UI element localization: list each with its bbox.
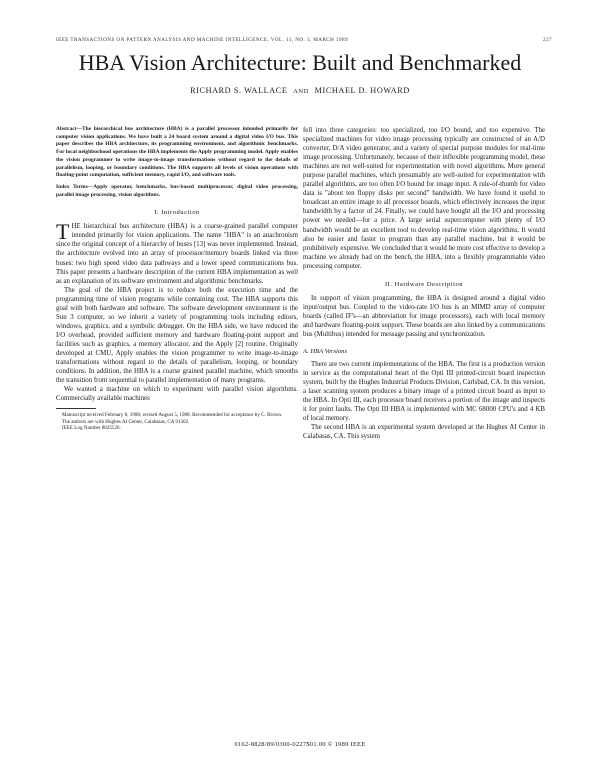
subsection-heading-hba-versions: A. HBA Versions — [303, 347, 348, 355]
footnote-log-number: IEEE Log Number 8825526. — [62, 425, 121, 432]
section-heading-hardware: II. Hardware Description — [384, 280, 464, 288]
right-column — [303, 126, 545, 441]
journal-header: IEEE TRANSACTIONS ON PATTERN ANALYSIS AND MACHINE INTELLIGENCE, VOL. 11, NO. 3, MARCH 1989 — [56, 37, 348, 43]
author-conjunction: AND — [293, 88, 309, 95]
paper-title: HBA Vision Architecture: Built and Benchmarked — [78, 50, 522, 75]
intro-paragraph-1-text: HE hierarchical bus architecture (HBA) is a coarse-grained parallel computer intended primarily for vision applications. The name "HBA" is an anachronism since the original concept of a hierarchy of buses [13] was never implemented. Instead, the architecture evolved into an array of processor/memory boards linked via three buses: two high speed video data pathways and a lower speed communications bus. This paper presents a hardware description of the current HBA implementation as well as an explanation of its software environment and algorithmic benchmarks. — [56, 223, 298, 285]
author-line — [0, 86, 600, 95]
running-head — [56, 37, 552, 43]
section-heading-introduction: I. Introduction — [154, 209, 200, 217]
versions-paragraph-1: There are two current implementations of the HBA. The first is a production version in service as the computational heart of the Opti III printed-circuit board inspection system, built by the Hughes Industrial Products Division, Carlsbad, CA. In this version, a laser scanning system produces a binary image of a printed circuit board as input to the HBA. In Opti III, each processor board receives a portion of the image and inspects it for point faults. The Opti III HBA is implemented with MC 68000 CPU's and 4 KB of local memory. — [303, 360, 545, 423]
versions-paragraph-2: The second HBA is an experimental system developed at the Hughes AI Center in Calabasas, CA. This system — [303, 424, 545, 441]
intro-continued-paragraph: fell into three categories: too specialized, too I/O bound, and too expensive. The specialized machines for video image processing typically are constructed of an A/D converter, D/A video generator, and a variety of special purpose modules for real-time image processing. Unfortunately, because of their inflexible programming model, these machines are not well-suited for experimentation with novel algorithms. More general purpose parallel machines, which presumably are well-suited for experimentation with parallel algorithms, are too often I/O bound for image input. A rule-of-thumb for video data is "about ten floppy disks per second" bandwidth. We have found it useful to broadcast an entire image to all processor boards, which effectively increases the input bandwidth by a factor of 24. Finally, we could have bought all the I/O and processing power we needed—for a price. A large serial supercomputer with plenty of I/O bandwidth would be an excellent tool to develop real-time vision algorithms. It would also be easier and faster to program than any parallel machine, but it would be prohibitively expensive. We concluded that it would be more cost effective to develop a machine we already had on the bench, the HBA, into a flexibly programmable video processing computer. — [303, 127, 545, 270]
left-column — [56, 126, 298, 432]
intro-paragraph-1 — [56, 219, 298, 285]
footnote-affiliation: The authors are with Hughes AI Center, Calabasas, CA 91302. — [62, 418, 190, 425]
intro-paragraph-2: The goal of the HBA project is to reduce both the execution time and the programming time of vision programs while containing cost. The HBA supports this goal with both hardware and software. The software development environment is the Sun 3 computer, so we inherit a variety of programming tools including editors, windows, graphics, and a symbolic debugger. On the HBA side, we have reduced the I/O overhead, provided sufficient memory and hardware floating-point support and facilities such as graphics, a memory allocator, and the Apply [2] routine. Originally developed at CMU, Apply enables the vision programmer to write image-to-image transformations without regard to the details of parallelism, looping, or boundary conditions. In addition, the HBA is a coarse grained parallel machine, which smooths the transition from sequential to parallel implementation of many programs. — [56, 286, 298, 385]
drop-cap: T — [56, 219, 70, 245]
author-2: MICHAEL D. HOWARD — [314, 86, 410, 95]
author-1: RICHARD S. WALLACE — [190, 86, 288, 95]
intro-paragraph-3: We wanted a machine on which to experiment with parallel vision algorithms. Commercially available machines — [56, 386, 298, 403]
footnote-manuscript: Manuscript received February 8, 1988; revised August 5, 1988. Recommended for acceptance by C. Brown. — [62, 412, 283, 419]
hardware-paragraph-1: In support of vision programming, the HBA is designed around a digital video input/output bus. Coupled to the video-rate I/O bus is an MIMD array of computer boards (called IF's—an abbreviation for image processors), each with local memory and hardware floating-point support. These boards are also linked by a communications bus (Multibus) intended for message passing and synchronization. — [303, 294, 545, 338]
abstract: Abstract—The hierarchical bus architecture (HBA) is a parallel processor intended primarily for computer vision applications. We have built a 24 board system around a digital video I/O bus. This paper describes the HBA architecture, its programming environment, and algorithmic benchmarks. For local neighborhood operations the HBA implements the Apply programming model. Apply enables the vision programmer to write image-to-image transformations without regard to the details of parallelism, looping, or boundary conditions. The HBA supports all levels of vision operations with floating-point computation, sufficient memory, rapid I/O, and software tools. — [56, 126, 298, 179]
index-terms: Index Terms—Apply operator, benchmarks, bus-based multiprocessor, digital video processing, parallel image processing, vision algorithms. — [56, 183, 298, 198]
footnote-divider — [56, 408, 96, 409]
copyright-line: 0162-8828/89/0300-0227$01.00 © 1989 IEEE — [234, 741, 366, 748]
page-number: 227 — [543, 37, 552, 43]
